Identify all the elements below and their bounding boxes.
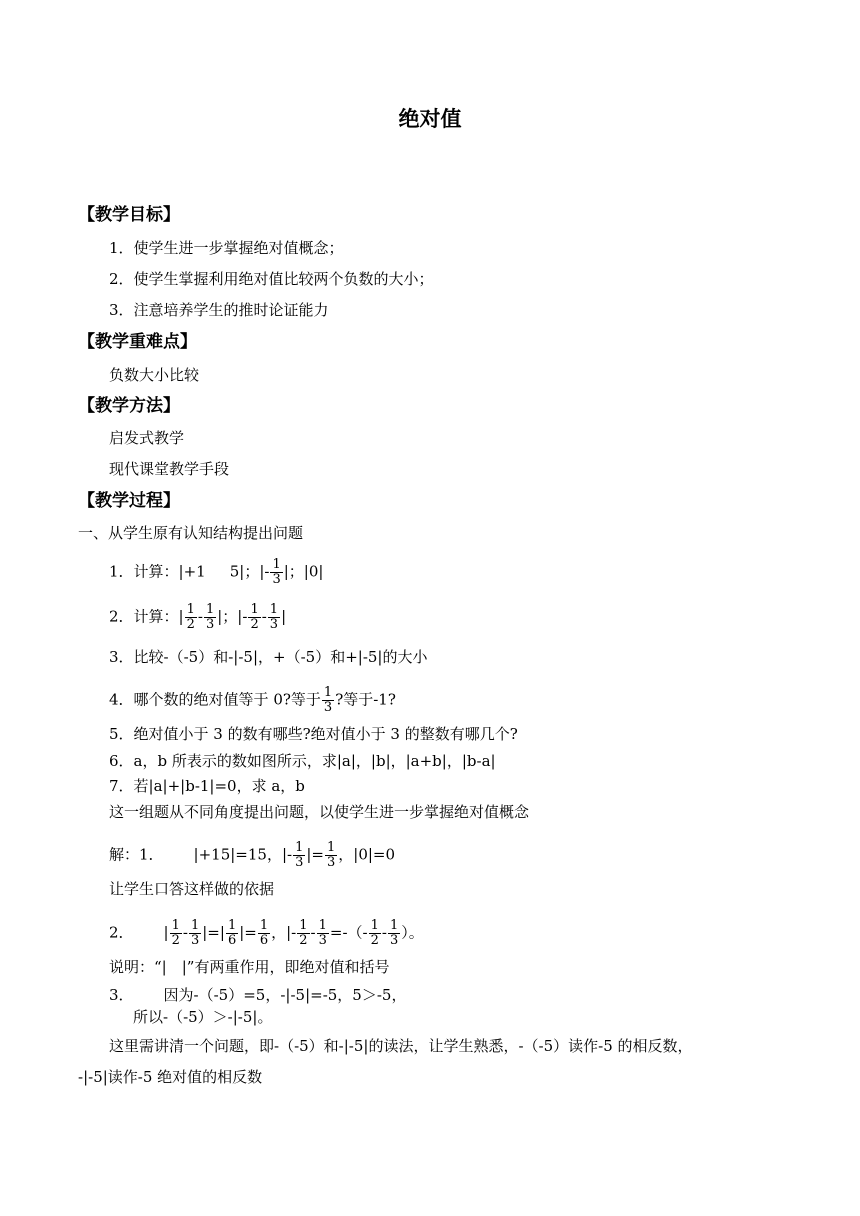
method-item: 启发式教学 [109, 429, 185, 447]
fraction: $\frac{1}{3}$ [190, 918, 200, 948]
fraction: $\frac{1}{3}$ [269, 602, 279, 632]
question-6: 6．a，b 所表示的数如图所示，求|a|，|b|，|a+b|，|b-a| [109, 752, 496, 770]
question-2: 2．计算：| $\frac{1}{2}$ - $\frac{1}{3}$ |；|- $\frac{1}{2}$ - $\frac{1}{3}$ | [109, 602, 287, 632]
goals-heading: 【教学目标】 [78, 205, 180, 225]
questions-summary: 这一组题从不同角度提出问题，以使学生进一步掌握绝对值概念 [109, 803, 530, 821]
solution-3-conclusion: 所以-（-5）＞-|-5|。 [133, 1008, 273, 1026]
fraction: $\frac{1}{2}$ [186, 602, 195, 632]
fraction: $\frac{1}{3}$ [205, 602, 215, 632]
goal-item: 2．使学生掌握利用绝对值比较两个负数的大小； [109, 270, 434, 288]
key-point-item: 负数大小比较 [109, 366, 200, 384]
process-heading: 【教学过程】 [78, 491, 180, 511]
process-intro: 一、从学生原有认知结构提出问题 [78, 524, 304, 542]
goal-item: 1．使学生进一步掌握绝对值概念； [109, 239, 344, 257]
fraction: $\frac{1}{3}$ [295, 840, 304, 870]
solution-basis: 让学生口答这样做的依据 [109, 880, 275, 898]
solution-2: 2． | $\frac{1}{2}$ - $\frac{1}{3}$ |=| $\frac{1}{6}$ |= $\frac{1}{6}$ ，|- $\frac{1}{2}$ - $\frac{1}{3}$ =-（- $\frac{1}{2}$ - $\frac{1}{3}$ ）。 [109, 918, 424, 948]
explanation-line-1: 这里需讲清一个问题，即-（-5）和-|-5|的读法，让学生熟悉，-（-5）读作-5 的相反数， [109, 1037, 693, 1055]
fraction: $\frac{1}{3}$ [323, 685, 333, 715]
key-points-heading: 【教学重难点】 [78, 332, 197, 352]
question-1: 1．计算：|+1 5|；|- $\frac{1}{3}$ |；|0| [109, 557, 324, 587]
page-title: 绝对值 [398, 107, 462, 131]
fraction: $\frac{1}{3}$ [389, 918, 399, 948]
fraction: $\frac{1}{6}$ [259, 918, 269, 948]
fraction: $\frac{1}{3}$ [272, 557, 281, 587]
goal-item: 3．注意培养学生的推时论证能力 [109, 301, 329, 319]
explanation-line-2: -|-5|读作-5 绝对值的相反数 [78, 1068, 263, 1086]
fraction: $\frac{1}{2}$ [299, 918, 308, 948]
fraction: $\frac{1}{2}$ [171, 918, 180, 948]
question-5: 5．绝对值小于 3 的数有哪些?绝对值小于 3 的整数有哪几个? [109, 725, 518, 743]
solution-3: 3． 因为-（-5）=5，-|-5|=-5，5＞-5， [109, 986, 407, 1004]
fraction: $\frac{1}{3}$ [327, 840, 336, 870]
question-7: 7．若|a|+|b-1|=0，求 a，b [109, 777, 305, 795]
question-3: 3．比较-（-5）和-|-5|，+（-5）和+|-5|的大小 [109, 648, 428, 666]
fraction: $\frac{1}{3}$ [318, 918, 327, 948]
method-item: 现代课堂教学手段 [109, 460, 230, 478]
question-4: 4．哪个数的绝对值等于 0?等于 $\frac{1}{3}$ ?等于-1? [109, 685, 396, 715]
solution-note: 说明：“| |”有两重作用，即绝对值和括号 [109, 958, 390, 976]
fraction: $\frac{1}{6}$ [227, 918, 237, 948]
fraction: $\frac{1}{2}$ [250, 602, 259, 632]
fraction: $\frac{1}{2}$ [370, 918, 379, 948]
solution-1: 解：1． |+15|=15，|- $\frac{1}{3}$ |= $\frac{1}{3}$ ，|0|=0 [109, 840, 396, 870]
methods-heading: 【教学方法】 [78, 396, 180, 416]
